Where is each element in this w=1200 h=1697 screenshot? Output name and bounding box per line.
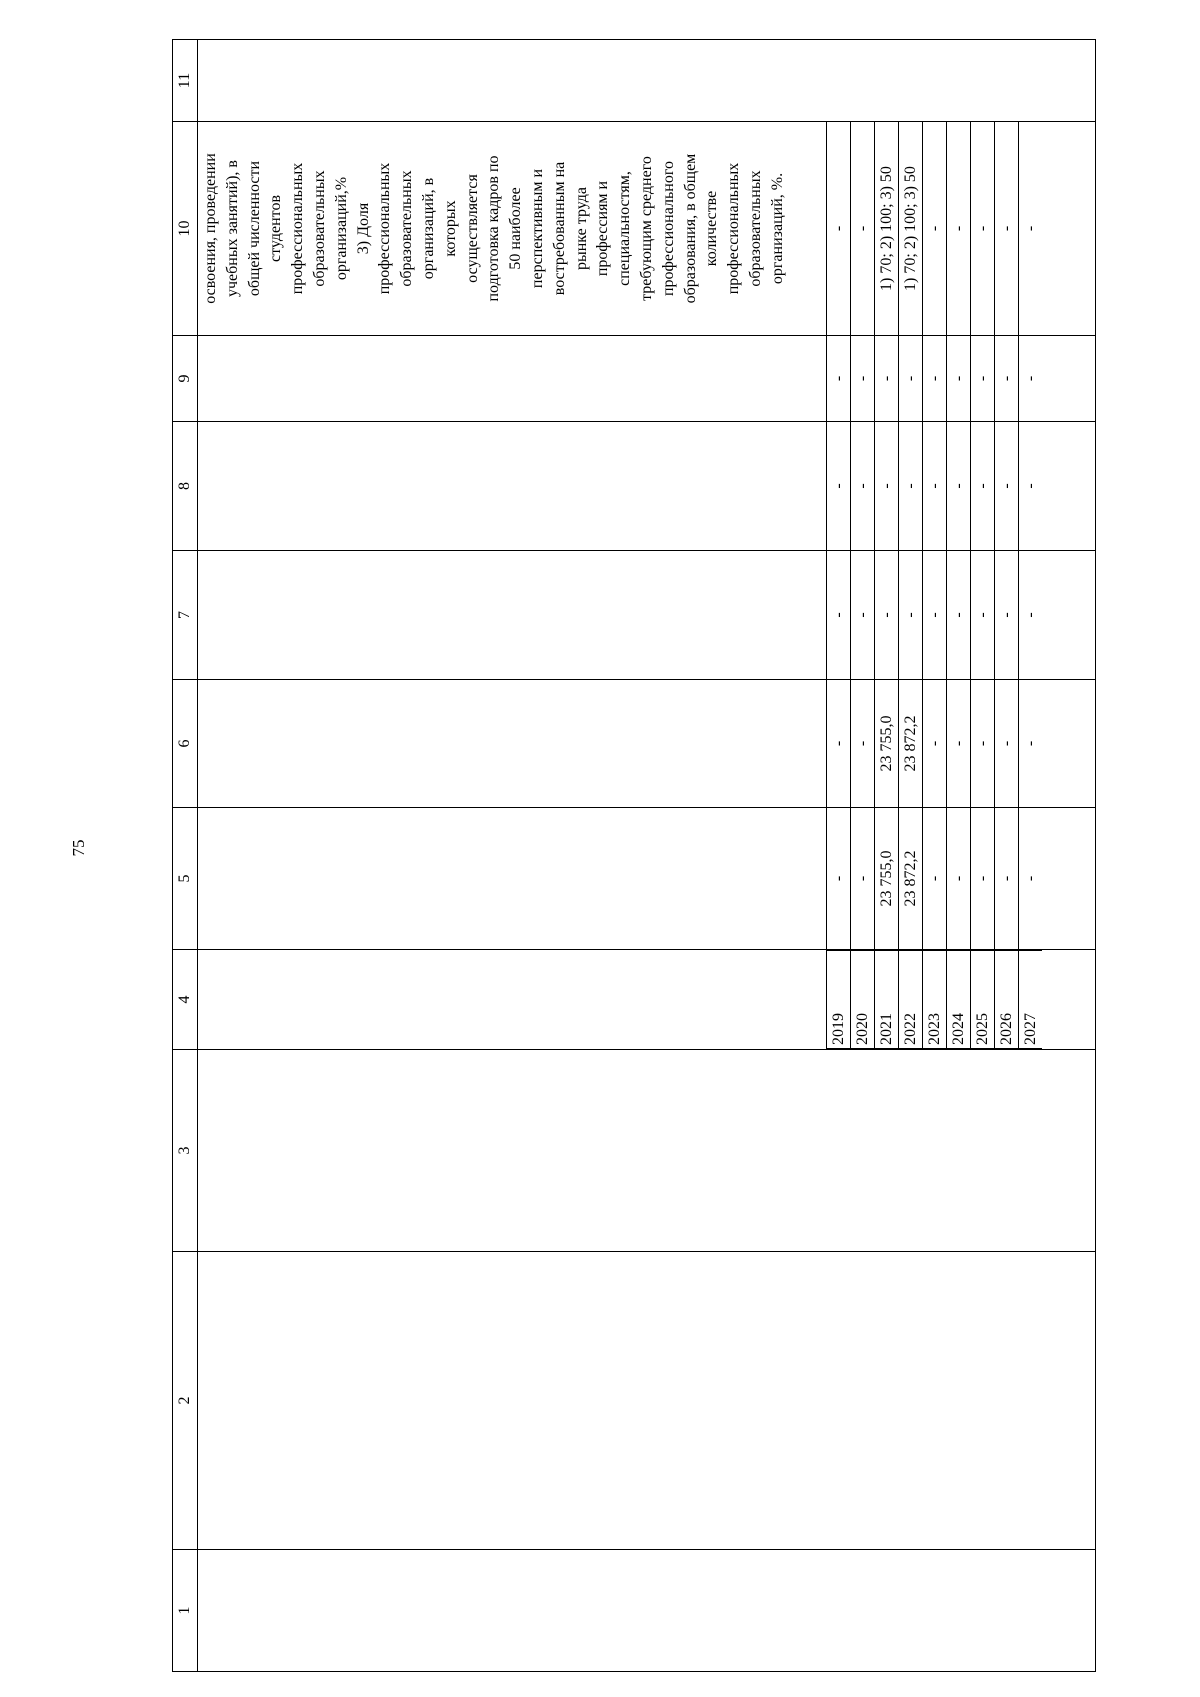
table-row [875,122,899,335]
table-row [971,680,995,807]
table-row [995,680,1019,807]
cell-col-7 [198,551,1096,680]
header-col-10: 10 [173,122,198,336]
table-row [899,951,923,1049]
table-row [1019,808,1043,949]
rotated-table-container [172,40,1096,1672]
description-line: перспективным и [528,168,546,289]
value-cell: - [971,808,995,949]
table-row [899,551,923,679]
col10-values [826,122,1042,335]
description-line: образовательных [310,170,328,287]
table-row [1019,551,1043,679]
table-row [1019,336,1043,421]
description-line: которых [441,200,459,257]
year-cell: 2022 [899,951,923,1049]
value-cell: - [923,422,947,550]
cell-col-3 [198,1050,1096,1252]
header-row [173,40,198,1672]
value-cell: - [827,422,851,550]
table-row [851,551,875,679]
value-cell: - [875,336,899,421]
value-cell: - [851,808,875,949]
table-row [899,680,923,807]
value-cell: - [1019,122,1043,335]
description-line: подготовка кадров по [485,155,503,302]
header-col-7: 7 [173,551,198,680]
description-line: рынке труда [572,187,590,270]
col8-values [826,422,1042,550]
col7-values [826,551,1042,679]
cell-col-6 [198,680,1096,808]
value-cell: - [995,808,1019,949]
description-line: востребованным на [550,161,568,296]
header-col-9: 9 [173,336,198,422]
value-cell: 23 872,2 [899,680,923,807]
header-col-4: 4 [173,950,198,1050]
data-table [172,39,1096,1672]
year-cell: 2025 [971,951,995,1049]
table-row [1019,122,1043,335]
value-cell: - [947,422,971,550]
value-cell: - [851,122,875,335]
description-line: осуществляется [463,174,481,283]
table-row [875,336,899,421]
cell-col-2 [198,1252,1096,1550]
header-col-3: 3 [173,1050,198,1252]
value-cell: - [1019,808,1043,949]
value-cell: - [923,808,947,949]
table-row [995,336,1019,421]
header-col-6: 6 [173,680,198,808]
table-row [947,680,971,807]
value-cell: - [971,422,995,550]
year-cell: 2020 [851,951,875,1049]
year-cell: 2023 [923,951,947,1049]
cell-col-4 [198,950,1096,1050]
table-row [971,422,995,550]
description-line: требующим среднего [637,156,655,301]
col6-values [826,680,1042,807]
value-cell: 1) 70; 2) 100; 3) 50 [875,122,899,335]
cell-col-8 [198,422,1096,551]
value-cell: - [851,551,875,679]
table-row [923,422,947,550]
table-row [851,336,875,421]
description-line: профессиональных [376,162,394,295]
header-col-5: 5 [173,808,198,950]
table-row [1019,422,1043,550]
table-row [995,951,1019,1049]
description-line: профессионального [659,161,677,297]
description-line: образовательных [746,170,764,287]
table-row [827,336,851,421]
value-cell: - [995,122,1019,335]
value-cell: - [971,551,995,679]
col5-values [826,808,1042,949]
table-row [827,680,851,807]
value-cell: - [827,122,851,335]
value-cell: - [971,680,995,807]
value-cell: - [995,422,1019,550]
value-cell: - [827,336,851,421]
cell-col-9 [198,336,1096,422]
table-row [995,808,1019,949]
value-cell: - [923,551,947,679]
body-row [198,40,1096,1672]
table-row [971,951,995,1049]
value-cell: - [923,122,947,335]
value-cell: - [827,808,851,949]
table-row [851,951,875,1049]
table-row [827,122,851,335]
table-row [875,951,899,1049]
year-cell: 2026 [995,951,1019,1049]
value-cell: - [947,336,971,421]
table-row [899,422,923,550]
value-cell: - [971,336,995,421]
table-row [851,680,875,807]
description-line: учебных занятий), в [223,160,241,297]
cell-col-5 [198,808,1096,950]
description-line: 3) Доля [354,202,372,255]
table-row [923,951,947,1049]
value-cell: 23 755,0 [875,808,899,949]
description-line: освоения, проведении [202,153,219,304]
description-line: образовательных [398,170,416,287]
header-col-2: 2 [173,1252,198,1550]
year-cell: 2021 [875,951,899,1049]
description-line: организаций,% [332,176,350,281]
table-row [899,122,923,335]
value-cell: 1) 70; 2) 100; 3) 50 [899,122,923,335]
cell-col-11 [198,40,1096,122]
description-line: организаций, в [419,177,437,280]
table-row [1019,951,1043,1049]
description-line: 50 наиболее [507,187,525,270]
table-row [947,422,971,550]
table-row [827,951,851,1049]
table-row [923,122,947,335]
table-row [923,551,947,679]
header-col-1: 1 [173,1550,198,1672]
table-row [875,551,899,679]
value-cell: - [899,551,923,679]
header-col-11: 11 [173,40,198,122]
table-row [827,551,851,679]
value-cell: - [1019,551,1043,679]
description-line: профессиональных [289,162,307,295]
table-row [971,336,995,421]
value-cell: - [923,680,947,807]
value-cell: - [875,422,899,550]
value-cell: - [923,336,947,421]
table-row [995,122,1019,335]
value-cell: - [899,422,923,550]
year-cell: 2027 [1019,951,1043,1049]
value-cell: - [995,336,1019,421]
table-row [947,808,971,949]
table-row [923,680,947,807]
value-cell: - [1019,680,1043,807]
value-cell: - [899,336,923,421]
table-row [971,122,995,335]
table-row [827,808,851,949]
description-line: общей численности [245,160,263,297]
year-cell: 2019 [827,951,851,1049]
value-cell: - [851,680,875,807]
table-row [947,122,971,335]
table-row [851,808,875,949]
value-cell: - [995,680,1019,807]
table-row [971,551,995,679]
value-cell: - [851,422,875,550]
description-line: профессиональных [725,162,743,295]
table-row [875,422,899,550]
table-row [899,336,923,421]
cell-col-1 [198,1550,1096,1672]
value-cell: - [947,808,971,949]
page-number: 75 [69,839,88,857]
value-cell: - [1019,336,1043,421]
description-line: профессиям и [594,180,612,277]
table-row [899,808,923,949]
description-line: студентов [267,195,285,263]
indicator-description [198,122,826,335]
value-cell: - [827,680,851,807]
description-line: организаций, %. [768,172,786,285]
value-cell: - [1019,422,1043,550]
table-row [827,422,851,550]
table-row [971,808,995,949]
description-line: количестве [703,190,721,267]
value-cell: - [995,551,1019,679]
table-row [995,422,1019,550]
value-cell: 23 755,0 [875,680,899,807]
table-row [851,422,875,550]
description-line: образования, в общем [681,153,699,304]
years-list [826,950,1042,1049]
table-row [923,808,947,949]
header-col-8: 8 [173,422,198,551]
value-cell: - [875,551,899,679]
table-row [1019,680,1043,807]
table-row [875,680,899,807]
value-cell: - [947,122,971,335]
description-line: специальностям, [616,171,634,286]
table-row [947,336,971,421]
value-cell: - [947,551,971,679]
table-row [947,951,971,1049]
table-row [875,808,899,949]
year-cell: 2024 [947,951,971,1049]
table-row [995,551,1019,679]
cell-col-10 [198,122,1096,336]
table-row [851,122,875,335]
col9-values [826,336,1042,421]
value-cell: - [827,551,851,679]
value-cell: 23 872,2 [899,808,923,949]
table-row [923,336,947,421]
value-cell: - [971,122,995,335]
table-row [947,551,971,679]
value-cell: - [947,680,971,807]
value-cell: - [851,336,875,421]
